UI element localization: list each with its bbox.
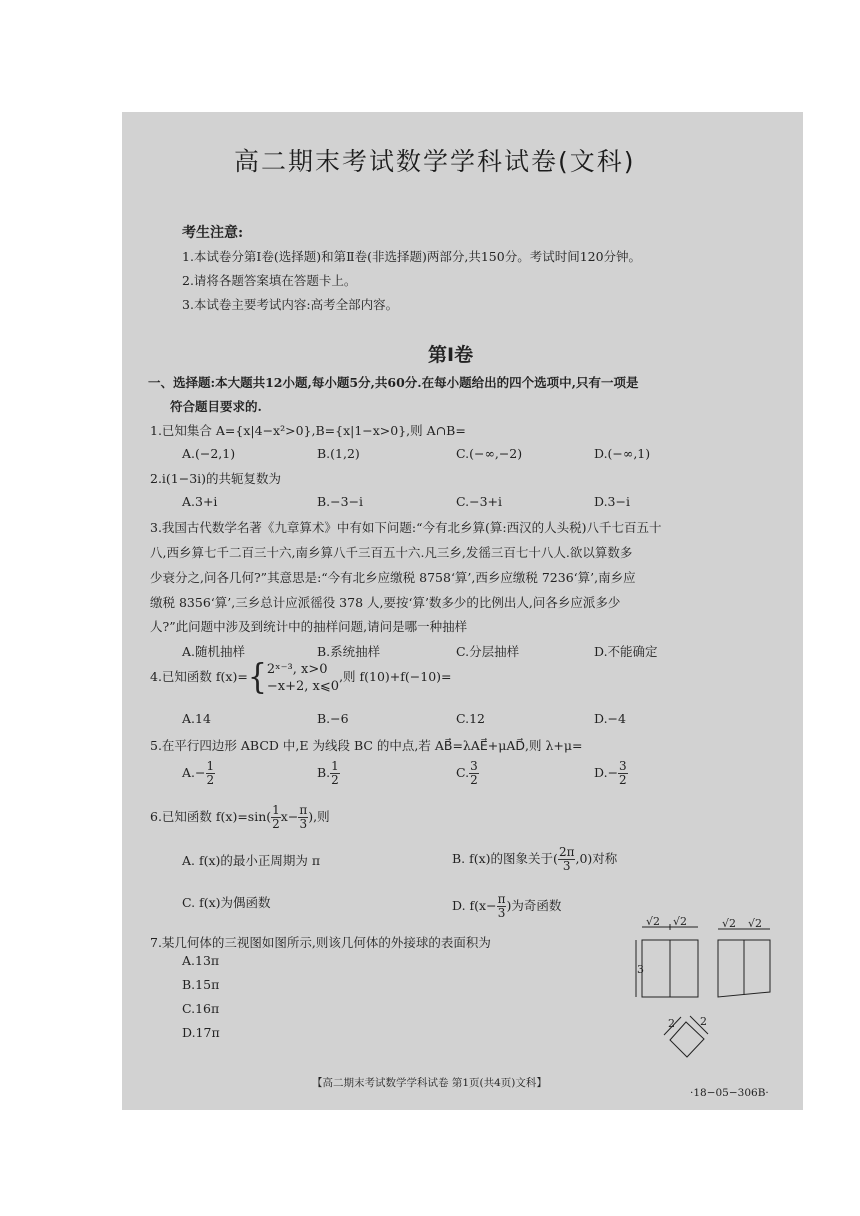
q5-option-c — [456, 760, 479, 787]
q5-option-a — [182, 760, 215, 787]
q4-case-2: −x+2, x⩽0 — [266, 678, 340, 694]
q5-option-d-frac — [618, 760, 628, 787]
q7-stem: 7.某几何体的三视图如图所示,则该几何体的外接球的表面积为 — [150, 935, 491, 950]
q5-option-a-frac — [206, 760, 216, 787]
q3-option-a: A.随机抽样 — [182, 644, 246, 659]
q5-option-b-label: B. — [317, 765, 331, 780]
q6-option-b-pre: B. f(x)的图象关于( — [452, 851, 558, 866]
q5-stem: 5.在平行四边形 ABCD 中,E 为线段 BC 的中点,若 AB⃗=λAE⃗+μAD⃗,则 λ+μ= — [150, 738, 583, 753]
q6-option-b-frac — [558, 846, 576, 873]
q6-stem-pre: 6.已知函数 f(x)=sin( — [150, 809, 272, 824]
q6-frac-2-num: π — [299, 803, 308, 817]
footer-code: ·18−05−306B· — [690, 1087, 769, 1099]
q5-option-d-sign: − — [607, 765, 619, 780]
q3-line-4: 缴税 8356‘算’,三乡总计应派徭役 378 人,要按‘算’数多少的比例出人,问各乡应派多少 — [150, 595, 621, 610]
top-edge-2-right: 2 — [700, 1015, 707, 1028]
q5-option-b — [317, 760, 340, 787]
notice-heading: 考生注意: — [182, 225, 244, 241]
q5-option-b-frac — [330, 760, 340, 787]
notice-item-2: 2.请将各题答案填在答题卡上。 — [182, 273, 357, 288]
q4-option-a: A.14 — [182, 711, 211, 726]
q5-option-d — [594, 760, 628, 787]
q6-option-d-post: )为奇函数 — [506, 898, 562, 913]
q6-stem — [150, 804, 330, 831]
notice-item-1: 1.本试卷分第Ⅰ卷(选择题)和第Ⅱ卷(非选择题)两部分,共150分。考试时间120分钟。 — [182, 249, 642, 264]
q7-option-d: D.17π — [182, 1025, 220, 1040]
q5-option-d-label: D. — [594, 765, 608, 780]
q6-option-a: A. f(x)的最小正周期为 π — [182, 853, 321, 868]
q6-option-b-den: 3 — [562, 859, 571, 873]
side-sqrt2-right: √2 — [748, 917, 763, 930]
q3-option-c: C.分层抽样 — [456, 644, 520, 659]
q5-option-a-den: 2 — [206, 773, 215, 787]
section-instruction-2: 符合题目要求的. — [170, 399, 262, 414]
notice-item-3: 3.本试卷主要考试内容:高考全部内容。 — [182, 297, 399, 312]
q4-stem — [150, 657, 452, 698]
q6-option-d-den: 3 — [497, 906, 506, 920]
q1-option-b: B.(1,2) — [317, 446, 360, 461]
q5-option-c-label: C. — [456, 765, 470, 780]
q5-option-a-label: A. — [182, 765, 196, 780]
q3-line-5: 人?”此问题中涉及到统计中的抽样问题,请问是哪一种抽样 — [150, 619, 468, 634]
q3-option-d: D.不能确定 — [594, 644, 658, 659]
section-title: 第Ⅰ卷 — [428, 344, 474, 366]
q5-option-c-den: 2 — [470, 773, 478, 787]
q3-line-3: 少衰分之,问各几何?”其意思是:“今有北乡应缴税 8758‘算’,西乡应缴税 7236‘算’,南乡应 — [150, 570, 636, 585]
q3-line-2: 八,西乡算七千二百三十六,南乡算八千三百五十六.凡三乡,发徭三百七十八人.欲以算数多 — [150, 545, 633, 560]
q7-option-a: A.13π — [182, 953, 220, 968]
q6-frac-2-den: 3 — [299, 817, 308, 831]
three-view-figure — [628, 915, 788, 1075]
q5-option-d-num: 3 — [619, 759, 627, 773]
q6-option-d-num: π — [497, 892, 506, 906]
q6-option-b — [452, 846, 617, 873]
q1-option-a: A.(−2,1) — [182, 446, 236, 461]
footer-page-info: 【高二期末考试数学学科试卷 第1页(共4页)文科】 — [312, 1077, 547, 1089]
exam-title: 高二期末考试数学学科试卷(文科) — [234, 147, 636, 176]
q1-stem: 1.已知集合 A={x|4−x²>0},B={x|1−x>0},则 A∩B= — [150, 423, 466, 438]
q6-option-b-num: 2π — [558, 845, 575, 859]
q5-option-b-den: 2 — [331, 773, 339, 787]
q2-option-c: C.−3+i — [456, 494, 502, 509]
top-view-square — [670, 1022, 704, 1057]
q2-stem: 2.i(1−3i)的共轭复数为 — [150, 471, 282, 486]
front-height-3: 3 — [637, 963, 644, 976]
top-edge-2-left: 2 — [668, 1017, 675, 1030]
q6-option-d — [452, 893, 561, 920]
q5-option-a-sign: − — [195, 765, 206, 780]
q6-stem-mid: x− — [280, 809, 299, 824]
q5-option-c-frac — [469, 760, 479, 787]
q1-option-c: C.(−∞,−2) — [456, 446, 523, 461]
q4-option-d: D.−4 — [594, 711, 626, 726]
q4-option-b: B.−6 — [317, 711, 349, 726]
q5-option-a-num: 1 — [206, 759, 215, 773]
q7-option-b: B.15π — [182, 977, 220, 992]
q1-option-d: D.(−∞,1) — [594, 446, 651, 461]
q5-option-d-den: 2 — [619, 773, 627, 787]
q2-option-d: D.3−i — [594, 494, 630, 509]
q4-suffix: ,则 f(10)+f(−10)= — [339, 669, 452, 684]
q6-stem-post: ),则 — [308, 809, 330, 824]
q6-frac-2 — [298, 804, 308, 831]
q3-line-1: 3.我国古代数学名著《九章算术》中有如下问题:“今有北乡算(算:西汉的人头税)八千七百五十 — [150, 520, 662, 535]
q4-option-c: C.12 — [456, 711, 485, 726]
q2-option-b: B.−3−i — [317, 494, 364, 509]
q5-option-c-num: 3 — [470, 759, 478, 773]
q6-option-d-frac — [497, 893, 507, 920]
q3-option-b: B.系统抽样 — [317, 644, 381, 659]
q6-frac-1-den: 2 — [272, 817, 280, 831]
q6-option-c: C. f(x)为偶函数 — [182, 895, 271, 910]
q2-option-a: A.3+i — [182, 494, 218, 509]
section-instruction-1: 一、选择题:本大题共12小题,每小题5分,共60分.在每小题给出的四个选项中,只有一项是 — [148, 375, 639, 390]
q4-case-1: 2ˣ⁻³, x>0 — [266, 661, 328, 677]
front-sqrt2-right: √2 — [673, 915, 688, 928]
q4-brace: { — [247, 657, 267, 698]
q7-option-c: C.16π — [182, 1001, 220, 1016]
q4-cases — [267, 661, 339, 695]
q6-frac-1-num: 1 — [272, 803, 280, 817]
front-sqrt2-left: √2 — [646, 915, 661, 928]
side-sqrt2-left: √2 — [722, 917, 737, 930]
q4-prefix: 4.已知函数 f(x)= — [150, 669, 248, 684]
q5-option-b-num: 1 — [331, 759, 339, 773]
q6-option-d-pre: D. f(x− — [452, 898, 497, 913]
q6-option-b-post: ,0)对称 — [575, 851, 618, 866]
q6-frac-1 — [271, 804, 281, 831]
